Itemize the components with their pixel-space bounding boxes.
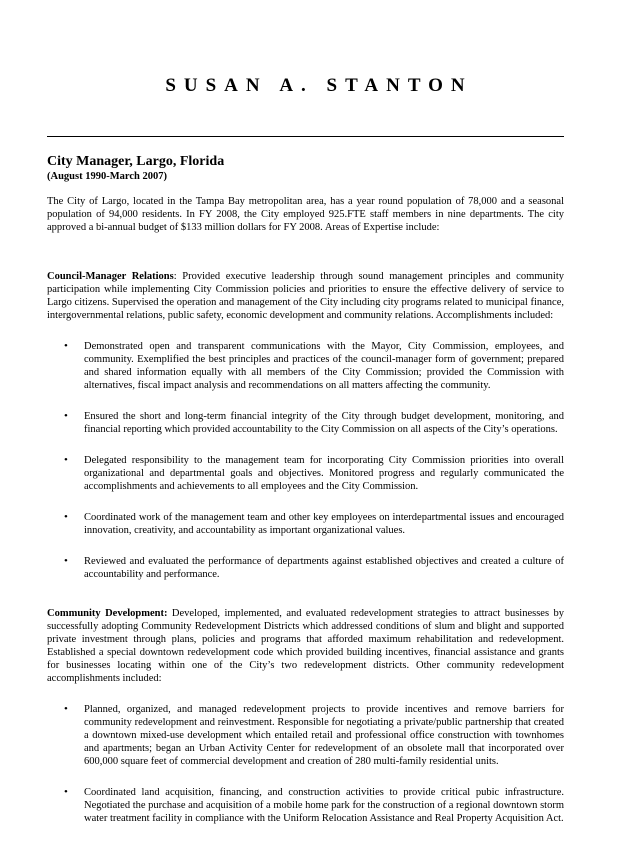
council-bullet-list (47, 340, 564, 581)
resume-name: SUSAN A. STANTON (165, 75, 473, 96)
council-heading: Council-Manager Relations (47, 271, 174, 282)
bullet-icon: • (64, 410, 68, 422)
list-item (47, 454, 564, 493)
bullet-icon: • (64, 511, 68, 523)
bullet-icon: • (64, 340, 68, 352)
bullet-icon: • (64, 555, 68, 567)
community-section (47, 607, 564, 685)
bullet-text: Ensured the short and long-term financial integrity of the City through budget development, monitoring, and financial reporting which provided accountability to the City Commission on all aspects of the City’s operations. (84, 411, 564, 435)
list-item (47, 555, 564, 581)
list-item (47, 511, 564, 537)
bullet-text: Coordinated work of the management team and other key employees on interdepartmental issues and encouraged innovation, creativity, and accountability as important organizational values. (84, 512, 564, 536)
community-text: Developed, implemented, and evaluated redevelopment strategies to attract businesses by successfully adopting Community Redevelopment Districts which addressed conditions of slum and blight and supported private investment through plans, policies and programs that afforded maximum rehabilitation and redevelopment. Established a special downtown redevelopment code which provided building incentives, financial assistance and grants for businesses locating within one of the City’s two redevelopment districts. Other community redevelopment accomplishments included: (47, 608, 564, 684)
bullet-text: Demonstrated open and transparent communications with the Mayor, City Commission, employees, and community. Exemplified the best principles and practices of the council-manager form of government; prepared and shared information equally with all members of the City Commission; provided the Commission with alternatives, fiscal impact analysis and recommendations on all matters affecting the community. (84, 341, 564, 391)
community-heading: Community Development: (47, 608, 168, 619)
bullet-icon: • (64, 454, 68, 466)
job-dates: (August 1990-March 2007) (47, 171, 167, 182)
council-text: : Provided executive leadership through sound management principles and community participation while implementing City Commission policies and priorities to ensure the effective delivery of service to Largo citizens. Supervised the operation and management of the City including city programs related to municipal finance, intergovernmental relations, public safety, economic development and community relations. Accomplishments included: (47, 271, 565, 321)
header-divider (47, 136, 564, 137)
resume-content (47, 153, 564, 843)
list-item (47, 703, 564, 768)
bullet-text: Delegated responsibility to the management team for incorporating City Commission priorities into overall organizational and departmental goals and objectives. Monitored progress and regularly communicated the accomplishments and achievements to all employees and the City Commission. (84, 455, 564, 492)
job-title: City Manager, Largo, Florida (47, 154, 225, 169)
job-intro: The City of Largo, located in the Tampa Bay metropolitan area, has a year round population of 78,000 and a seasonal population of 94,000 residents. In FY 2008, the City employed 925.FTE staff members in nine departments. The city approved a bi-annual budget of $133 million dollars for FY 2008. Areas of Expertise include: (47, 196, 564, 233)
bullet-icon: • (64, 786, 68, 798)
list-item (47, 786, 564, 825)
bullet-text: Coordinated land acquisition, financing, and construction activities to provide critical pubic infrastructure. Negotiated the purchase and acquisition of a mobile home park for the construction of a regional downtown storm water treatment facility in compliance with the Uniform Relocation Assistance and Real Property Acquisition Act. (84, 787, 564, 824)
council-section (47, 270, 564, 322)
list-item (47, 410, 564, 436)
bullet-icon: • (64, 703, 68, 715)
list-item (47, 340, 564, 392)
community-bullet-list (47, 703, 564, 825)
bullet-text: Planned, organized, and managed redevelopment projects to provide incentives and remove barriers for community redevelopment and reinvestment. Responsible for negotiating a private/public partnership that created a downtown mixed-use development which entailed retail and professional office construction with townhomes and apartments; began an Urban Activity Center for redevelopment of an obsolete mall that incorporated over 600,000 square feet of commercial development and creation of 280 multi-family residential units. (84, 704, 564, 767)
bullet-text: Reviewed and evaluated the performance of departments against established objectives and created a culture of accountability and performance. (84, 556, 564, 580)
